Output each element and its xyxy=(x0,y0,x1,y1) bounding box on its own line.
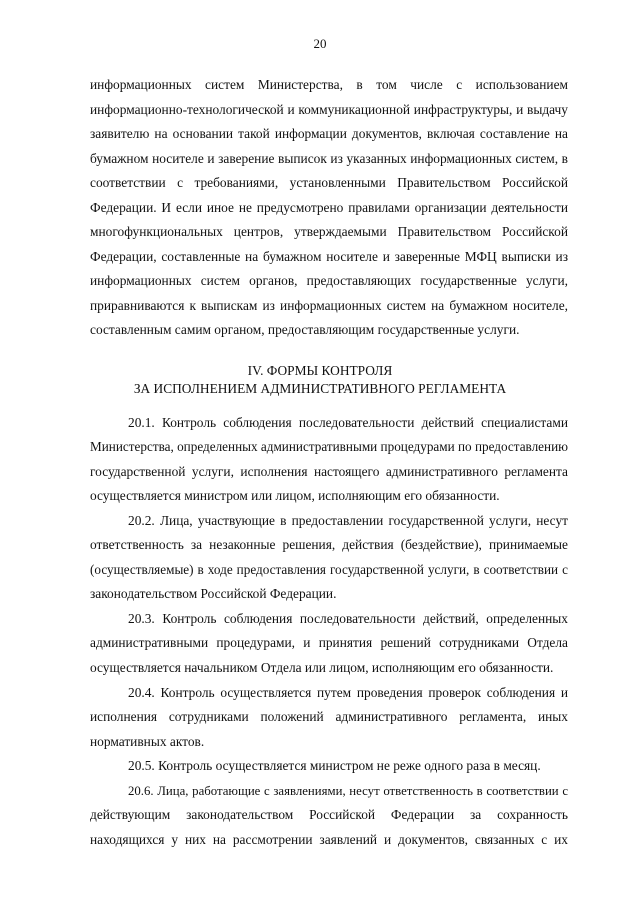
page-number: 20 xyxy=(313,36,327,51)
intro-line: составленным самим органом, предоставляющим государственные услуги. xyxy=(90,322,520,337)
paragraph-20-3-line: 20.3. Контроль соблюдения последовательности действий, определенных xyxy=(128,611,568,626)
intro-line: многофункциональных центров, утверждаемыми Правительством Российской xyxy=(90,224,568,239)
paragraph-20-4-line: нормативных актов. xyxy=(90,734,205,749)
intro-line: Федерации. И если иное не предусмотрено правилами организации деятельности xyxy=(90,200,568,215)
paragraph-20-6-line: действующим законодательством Российской Федерации за сохранность xyxy=(90,807,568,822)
paragraph-20-6-line: 20.6. Лица, работающие с заявлениями, несут ответственность в соответствии с xyxy=(128,784,568,798)
paragraph-20-2-line: законодательством Российской Федерации. xyxy=(90,586,337,601)
paragraph-20-1-line: Министерства, определенных административными процедурами по предоставлению xyxy=(90,439,568,454)
paragraph-20-4-line: 20.4. Контроль осуществляется путем проведения проверок соблюдения и xyxy=(128,685,568,700)
intro-line: приравниваются к выпискам из информационных систем на бумажном носителе, xyxy=(90,298,568,313)
paragraph-20-2-line: (осуществляемые) в ходе предоставления государственной услуги, в соответствии с xyxy=(90,562,568,577)
section-title: IV. ФОРМЫ КОНТРОЛЯ xyxy=(247,363,393,378)
intro-line: информационных систем Министерства, в том числе с использованием xyxy=(90,77,568,92)
paragraph-20-6-line: находящихся у них на рассмотрении заявлений и документов, связанных с их xyxy=(90,832,568,847)
paragraph-20-2-line: ответственность за незаконные решения, действия (бездействие), принимаемые xyxy=(90,537,568,552)
paragraph-20-5-line: 20.5. Контроль осуществляется министром не реже одного раза в месяц. xyxy=(128,758,541,773)
intro-line: Федерации, составленные на бумажном носителе и заверенные МФЦ выписки из xyxy=(90,249,568,264)
section-subtitle: ЗА ИСПОЛНЕНИЕМ АДМИНИСТРАТИВНОГО РЕГЛАМЕНТА xyxy=(133,381,507,396)
paragraph-20-2-line: 20.2. Лица, участвующие в предоставлении государственной услуги, несут xyxy=(128,513,568,528)
intro-line: соответствии с требованиями, установленными Правительством Российской xyxy=(90,175,568,190)
paragraph-20-3-line: осуществляется начальником Отдела или лицом, исполняющим его обязанности. xyxy=(90,660,554,675)
paragraph-20-1-line: 20.1. Контроль соблюдения последовательности действий специалистами xyxy=(128,415,568,430)
intro-line: бумажном носителе и заверение выписок из указанных информационных систем, в xyxy=(90,151,568,166)
intro-line: заявителю на основании такой информации документов, включая составление на xyxy=(90,126,568,141)
intro-line: информационных систем органов, предоставляющих государственные услуги, xyxy=(90,273,568,288)
paragraph-20-4-line: исполнения сотрудниками положений административного регламента, иных xyxy=(90,709,568,724)
paragraph-20-3-line: административными процедурами, и принятия решений сотрудниками Отдела xyxy=(90,635,568,650)
intro-line: информационно-технологической и коммуникационной инфраструктуры, и выдачу xyxy=(90,102,568,117)
paragraph-20-1-line: государственной услуги, исполнения настоящего административного регламента xyxy=(90,464,568,479)
paragraph-20-1-line: осуществляется министром или лицом, исполняющим его обязанности. xyxy=(90,488,500,503)
